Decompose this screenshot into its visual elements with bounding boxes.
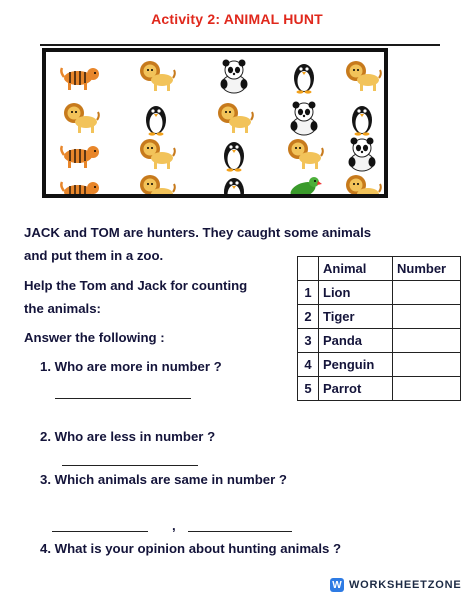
question-2: 2. Who are less in number ? <box>40 429 216 444</box>
logo-text: WORKSHEETZONE <box>349 579 462 591</box>
title-divider <box>40 44 440 46</box>
logo-mark-icon: W <box>330 578 344 592</box>
row-animal: Panda <box>319 329 393 353</box>
panda-icon <box>342 136 382 172</box>
row-count-cell[interactable] <box>393 329 461 353</box>
answer-blank-1[interactable] <box>55 398 191 399</box>
penguin-icon <box>136 100 176 136</box>
tiger-icon <box>60 58 100 94</box>
row-number: 4 <box>298 353 319 377</box>
lion-icon <box>214 100 254 136</box>
table-header-row <box>298 257 461 281</box>
row-count-cell[interactable] <box>393 353 461 377</box>
lion-icon <box>136 136 176 172</box>
answer-comma: , <box>172 518 176 533</box>
question-1: 1. Who are more in number ? <box>40 359 222 374</box>
tiger-icon <box>60 136 100 172</box>
penguin-icon <box>214 136 254 172</box>
penguin-icon <box>342 100 382 136</box>
help-line-2: the animals: <box>24 301 101 316</box>
row-animal: Parrot <box>319 377 393 401</box>
row-count-cell[interactable] <box>393 377 461 401</box>
story-line-1: JACK and TOM are hunters. They caught some animals <box>24 225 372 240</box>
animal-count-table <box>297 256 461 401</box>
lion-icon <box>342 172 382 198</box>
story-line-2: and put them in a zoo. <box>24 248 164 263</box>
row-animal: Tiger <box>319 305 393 329</box>
activity-title: Activity 2: ANIMAL HUNT <box>151 11 323 27</box>
row-count-cell[interactable] <box>393 305 461 329</box>
row-animal: Penguin <box>319 353 393 377</box>
answer-blank-3b[interactable] <box>188 531 292 532</box>
table-header-animal: Animal <box>319 257 393 281</box>
row-number: 5 <box>298 377 319 401</box>
question-4: 4. What is your opinion about hunting animals ? <box>40 541 342 556</box>
penguin-icon <box>214 172 254 198</box>
lion-icon <box>284 136 324 172</box>
lion-icon <box>136 58 176 94</box>
table-header-number: Number <box>393 257 461 281</box>
animal-picture-box <box>42 48 388 198</box>
row-number: 1 <box>298 281 319 305</box>
parrot-icon <box>284 172 324 198</box>
row-number: 2 <box>298 305 319 329</box>
table-row <box>298 377 461 401</box>
lion-icon <box>342 58 382 94</box>
row-animal: Lion <box>319 281 393 305</box>
row-number: 3 <box>298 329 319 353</box>
tiger-icon <box>60 172 100 198</box>
answer-blank-2[interactable] <box>62 465 198 466</box>
table-header-num <box>298 257 319 281</box>
table-row <box>298 353 461 377</box>
table-row <box>298 281 461 305</box>
worksheetzone-logo[interactable] <box>330 578 461 592</box>
table-row <box>298 305 461 329</box>
answer-blank-3a[interactable] <box>52 531 148 532</box>
help-line-1: Help the Tom and Jack for counting <box>24 278 248 293</box>
table-row <box>298 329 461 353</box>
lion-icon <box>136 172 176 198</box>
question-3: 3. Which animals are same in number ? <box>40 472 287 487</box>
penguin-icon <box>284 58 324 94</box>
lion-icon <box>60 100 100 136</box>
answer-heading: Answer the following : <box>24 330 165 345</box>
panda-icon <box>214 58 254 94</box>
panda-icon <box>284 100 324 136</box>
row-count-cell[interactable] <box>393 281 461 305</box>
